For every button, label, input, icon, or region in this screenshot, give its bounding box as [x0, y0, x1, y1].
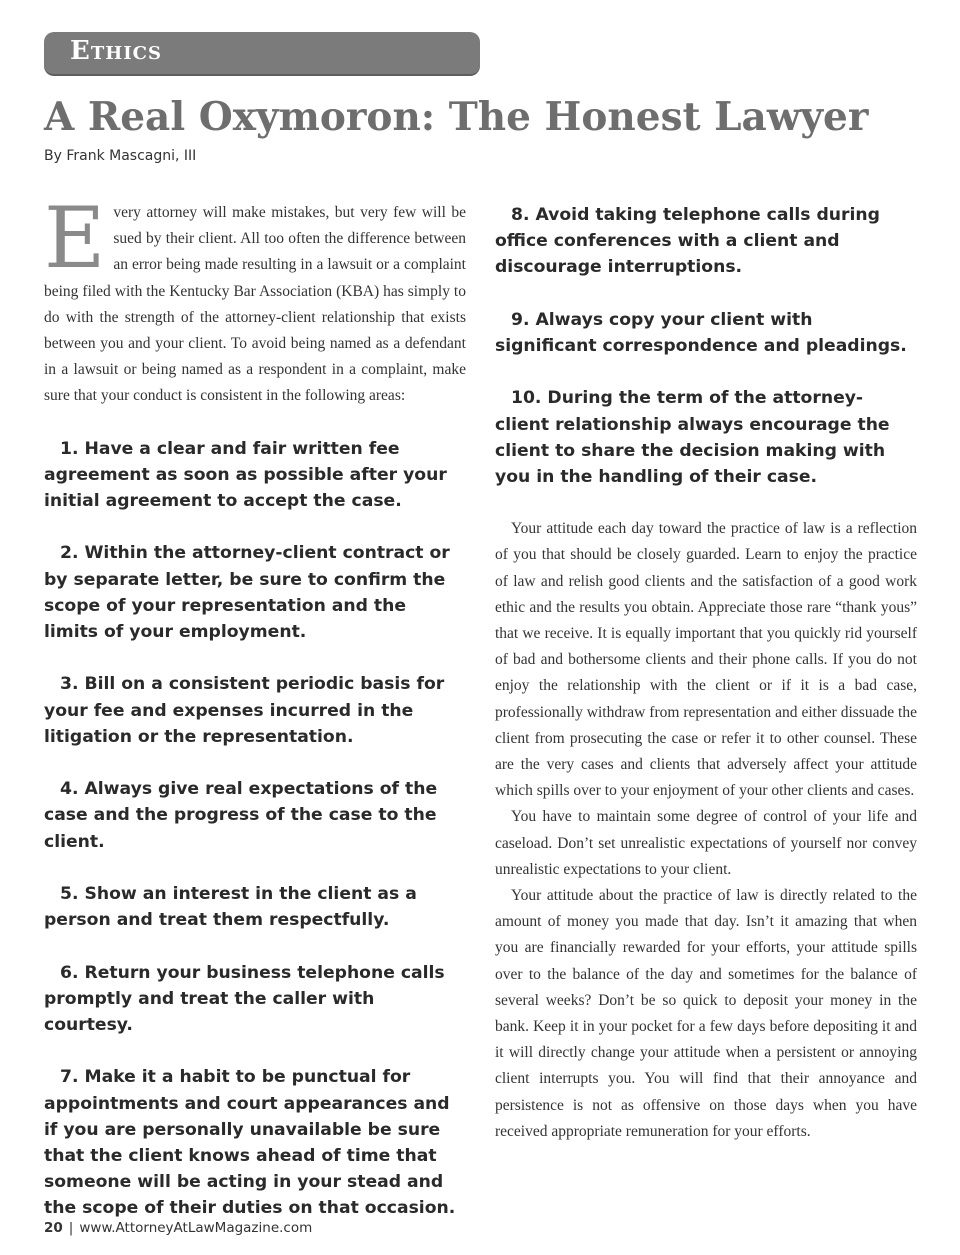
article-byline: By Frank Mascagni, III [44, 148, 197, 164]
guideline-item-3: 3. Bill on a consistent periodic basis for your fee and expenses incurred in the litigation or the representation. [44, 674, 445, 747]
body-paragraph-3: Your attitude about the practice of law is directly related to the amount of money you made that day. Isn’t it amazing that when you are financially rewarded for your efforts, your attitude spills over to the balance of the day and sometimes for the balance of several weeks? Don’t be so quick to deposit your money in the bank. Keep it in your pocket for a few days before depositing it and it will directly change your attitude when a persistent or annoying client interrupts you. You will find that their annoyance and persistence is not as offensive on those days when you have received appropriate remuneration for your efforts. [495, 887, 917, 1140]
magazine-url: www.AttorneyAtLawMagazine.com [79, 1220, 313, 1236]
guideline-item-9: 9. Always copy your client with significant correspondence and pleadings. [495, 309, 907, 356]
body-paragraph-2: You have to maintain some degree of control of your life and caseload. Don’t set unrealistic expectations of yourself nor convey unrealistic expectations to your client. [495, 808, 917, 878]
guideline-item-1: 1. Have a clear and fair written fee agreement as soon as possible after your initial agreement to accept the case. [44, 438, 447, 512]
guideline-item-8: 8. Avoid taking telephone calls during office conferences with a client and discourage interruptions. [495, 205, 880, 278]
article-title: A Real Oxymoron: The Honest Lawyer [44, 94, 869, 140]
guideline-item-5: 5. Show an interest in the client as a person and treat them respectfully. [44, 884, 417, 931]
intro-paragraph [44, 189, 466, 410]
footer-separator: | [68, 1220, 74, 1236]
body-paragraph-1: Your attitude each day toward the practice of law is a reflection of you that should be closely guarded. Learn to enjoy the practice of law and relish good clients and the satisfaction of a good work ethic and the results you obtain. Appreciate those rare “thank yous” that we receive. It is equally important that you quickly rid yourself of bad and bothersome clients and their phone calls. If you do not enjoy the relationship with the client or if it is a bad case, professionally withdraw from representation and either dissuade the client from prosecuting the case or refer it to other counsel. These are the very cases and clients that adversely affect your attitude which spills over to your enjoyment of your other clients and cases. [495, 520, 917, 800]
page-footer [44, 1220, 312, 1236]
intro-text: very attorney will make mistakes, but very few will be sued by their client. All too often the difference between an error being made resulting in a lawsuit or a complaint being filed with the Kentucky Bar Association (KBA) has simply to do with the strength of the attorney-client relationship that exists between you and your client. To avoid being named as a defendant in a lawsuit or being named as a respondent in a complaint, make sure that your conduct is consistent in the following areas: [44, 204, 466, 405]
guideline-item-10: 10. During the term of the attorney-client relationship always encourage the client to share the decision making with you in the handling of their case. [495, 388, 890, 487]
section-label: Ethics [70, 36, 162, 66]
guideline-item-2: 2. Within the attorney-client contract or by separate letter, be sure to confirm the scope of your representation and the limits of your employment. [44, 543, 450, 643]
guideline-item-6: 6. Return your business telephone calls promptly and treat the caller with courtesy. [44, 962, 445, 1036]
right-column [495, 202, 917, 1145]
left-column [44, 189, 466, 1248]
drop-cap: E [44, 189, 106, 287]
guideline-item-4: 4. Always give real expectations of the case and the progress of the case to the client. [44, 779, 438, 852]
guideline-item-7: 7. Make it a habit to be punctual for appointments and court appearances and if you are personally unavailable be sure that the client knows ahead of time that someone will be acting in your stead and the scope of their duties on that occasion. [44, 1067, 456, 1219]
section-header-bar [44, 32, 480, 76]
page-number: 20 [44, 1220, 63, 1236]
